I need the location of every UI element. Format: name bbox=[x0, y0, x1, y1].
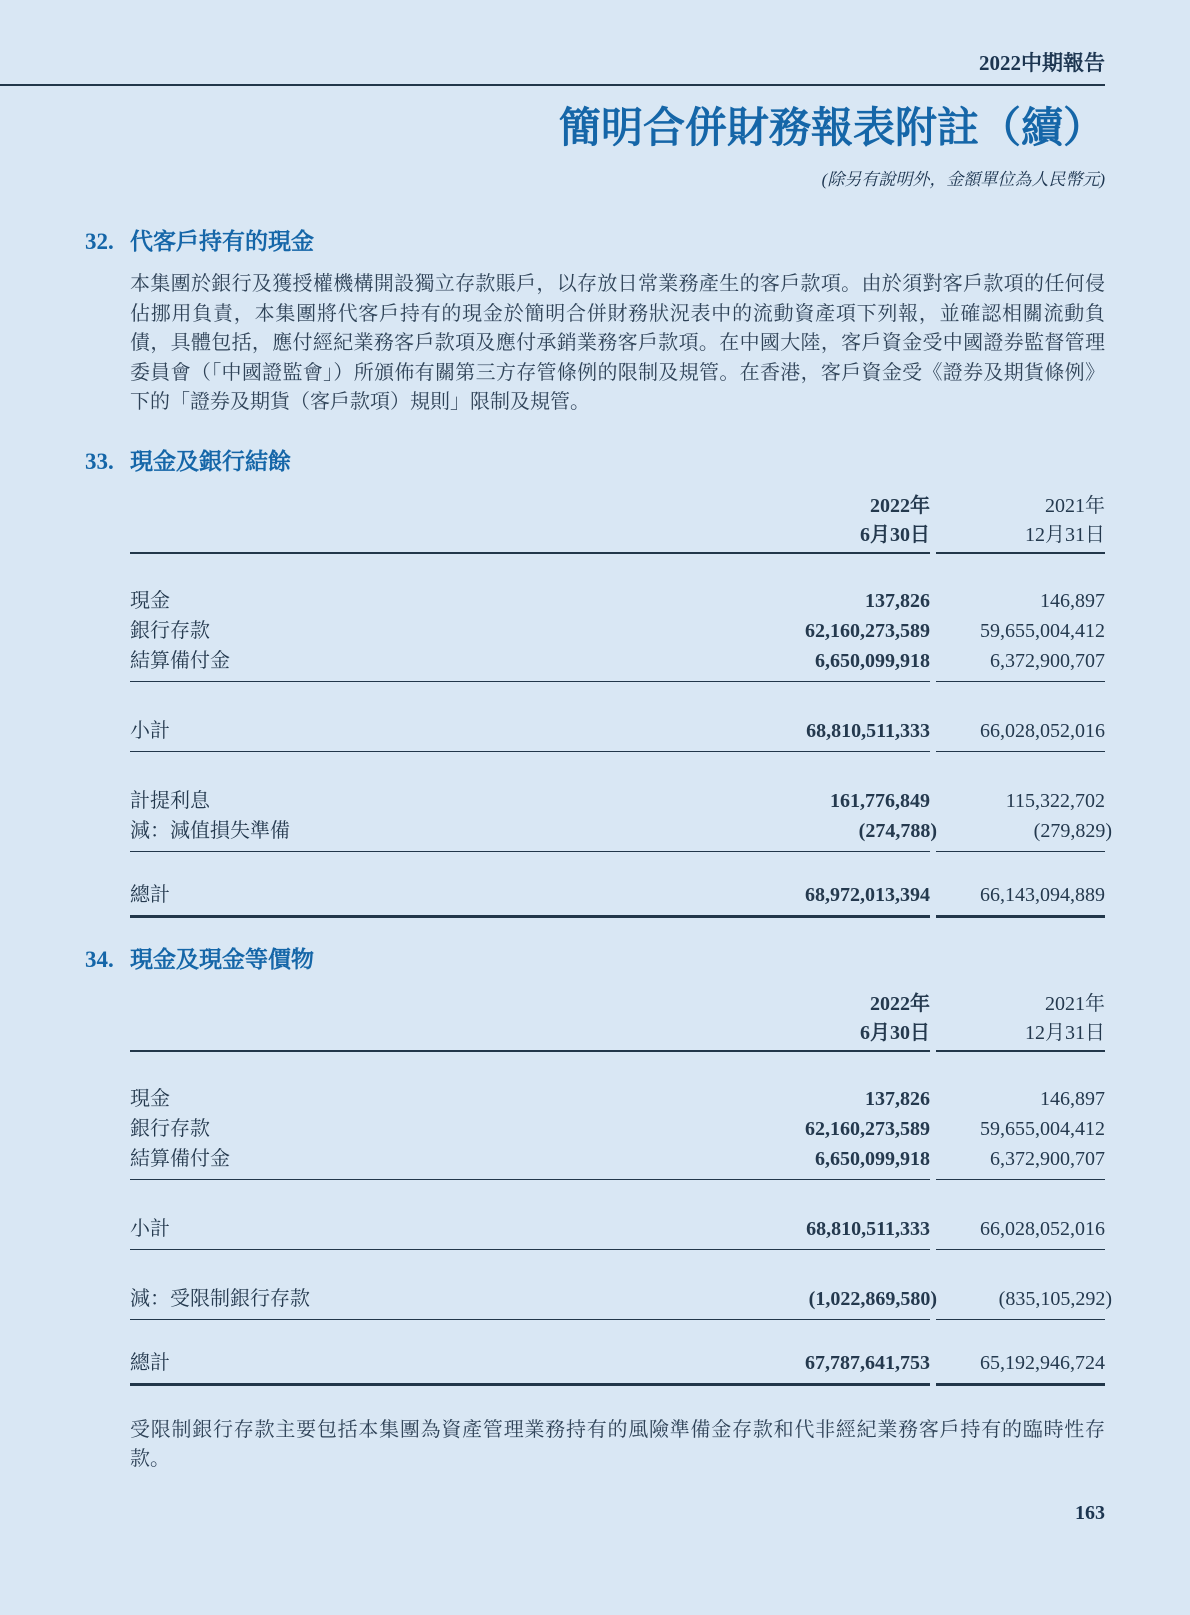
rule-segment-right bbox=[936, 1179, 1105, 1180]
row-label: 結算備付金 bbox=[130, 649, 230, 672]
amount-text: 59,655,004,412 bbox=[980, 1117, 1105, 1140]
value-2021 bbox=[936, 1114, 1105, 1144]
value-2022 bbox=[730, 1144, 930, 1174]
table-rule bbox=[130, 1383, 1105, 1386]
value-2021 bbox=[936, 1144, 1105, 1174]
amount-text: 6,372,900,707 bbox=[990, 1147, 1105, 1170]
value-2021 bbox=[936, 786, 1105, 816]
section-heading: 代客戶持有的現金 bbox=[130, 229, 314, 254]
amount-text: 66,143,094,889 bbox=[980, 883, 1105, 906]
row-label: 減：受限制銀行存款 bbox=[130, 1287, 310, 1310]
table-header-row bbox=[130, 990, 1105, 1048]
rule-segment-right bbox=[936, 851, 1105, 852]
table-rule bbox=[130, 851, 1105, 852]
section-number: 33. bbox=[85, 448, 114, 474]
rule-segment-right bbox=[936, 1319, 1105, 1320]
currency-unit-note: (除另有說明外，金額單位為人民幣元) bbox=[821, 170, 1105, 189]
value-2022 bbox=[730, 616, 930, 646]
date-label: 12月31日 bbox=[1025, 1021, 1105, 1044]
amount-text: 68,972,013,394 bbox=[805, 883, 930, 906]
amount-text: 66,028,052,016 bbox=[980, 1217, 1105, 1240]
value-2021 bbox=[936, 616, 1105, 646]
table-row bbox=[130, 1348, 1105, 1378]
rule-segment-left bbox=[130, 681, 930, 682]
rule-segment-right bbox=[936, 681, 1105, 682]
group-spacer bbox=[130, 752, 1105, 786]
table-rule bbox=[130, 552, 1105, 554]
rule-segment-left bbox=[130, 1249, 930, 1250]
amount-text: 6,372,900,707 bbox=[990, 649, 1105, 672]
section-33-cash-and-bank-balances bbox=[0, 446, 1190, 918]
section-32-cash-held-for-clients bbox=[0, 226, 1190, 418]
amount-text: 137,826 bbox=[865, 589, 930, 612]
amount-text: (1,022,869,580) bbox=[808, 1287, 937, 1310]
year-label: 2022年 bbox=[870, 494, 930, 517]
rule-segment-right bbox=[936, 552, 1105, 554]
group-spacer bbox=[130, 682, 1105, 716]
amount-text: 66,028,052,016 bbox=[980, 719, 1105, 742]
amount-text: 146,897 bbox=[1040, 1087, 1105, 1110]
restricted-deposits-footnote: 受限制銀行存款主要包括本集團為資產管理業務持有的風險準備金存款和代非經紀業務客戶持有的臨時性存款。 bbox=[130, 1418, 1105, 1470]
rule-segment-left bbox=[130, 1383, 930, 1386]
value-2022 bbox=[730, 586, 930, 616]
table-row bbox=[130, 786, 1105, 816]
value-2021 bbox=[936, 816, 1112, 846]
amount-text: 59,655,004,412 bbox=[980, 619, 1105, 642]
column-header-2021 bbox=[936, 990, 1105, 1048]
table-rule bbox=[130, 1249, 1105, 1250]
amount-text: (835,105,292) bbox=[998, 1287, 1112, 1310]
rule-segment-right bbox=[936, 751, 1105, 752]
table-row bbox=[130, 1114, 1105, 1144]
value-2021 bbox=[936, 716, 1105, 746]
value-2022 bbox=[730, 880, 930, 910]
amount-text: 67,787,641,753 bbox=[805, 1351, 930, 1374]
amount-text: 62,160,273,589 bbox=[805, 619, 930, 642]
row-label: 結算備付金 bbox=[130, 1147, 230, 1170]
table-row bbox=[130, 1084, 1105, 1114]
row-label: 減：減值損失準備 bbox=[130, 819, 290, 842]
value-2022 bbox=[730, 646, 930, 676]
table-rule bbox=[130, 681, 1105, 682]
section-heading-row bbox=[85, 944, 1105, 976]
table-row bbox=[130, 716, 1105, 746]
table-rule bbox=[130, 915, 1105, 918]
year-label: 2022年 bbox=[870, 992, 930, 1015]
table-row bbox=[130, 880, 1105, 910]
date-label: 12月31日 bbox=[1025, 523, 1105, 546]
row-label: 計提利息 bbox=[130, 789, 210, 812]
row-label: 小計 bbox=[130, 719, 170, 742]
rule-segment-left bbox=[130, 1050, 930, 1052]
amount-text: 6,650,099,918 bbox=[815, 1147, 930, 1170]
group-spacer bbox=[130, 852, 1105, 880]
value-2021 bbox=[936, 1348, 1105, 1378]
table-row bbox=[130, 616, 1105, 646]
amount-text: 62,160,273,589 bbox=[805, 1117, 930, 1140]
group-spacer bbox=[130, 1180, 1105, 1214]
row-label: 銀行存款 bbox=[130, 619, 210, 642]
column-header-2022 bbox=[730, 492, 930, 550]
cash-and-bank-balances-table bbox=[130, 492, 1112, 918]
value-2022 bbox=[730, 1214, 930, 1244]
section-heading: 現金及銀行結餘 bbox=[130, 448, 291, 474]
rule-segment-right bbox=[936, 1249, 1105, 1250]
table-header-row bbox=[130, 492, 1105, 550]
rule-segment-right bbox=[936, 1050, 1105, 1052]
value-2022 bbox=[730, 716, 930, 746]
section-number: 32. bbox=[85, 229, 114, 254]
table-row bbox=[130, 1144, 1105, 1174]
date-label: 6月30日 bbox=[860, 1021, 930, 1044]
row-label: 銀行存款 bbox=[130, 1117, 210, 1140]
section-heading-row bbox=[85, 226, 1105, 258]
column-header-2022 bbox=[730, 990, 930, 1048]
amount-text: 115,322,702 bbox=[1005, 789, 1105, 812]
table-rule bbox=[130, 751, 1105, 752]
row-label: 總計 bbox=[130, 883, 170, 906]
group-spacer bbox=[130, 1320, 1105, 1348]
value-2022 bbox=[730, 1348, 930, 1378]
value-2022 bbox=[730, 786, 930, 816]
value-2021 bbox=[936, 586, 1105, 616]
table-row bbox=[130, 1214, 1105, 1244]
rule-segment-right bbox=[936, 1383, 1105, 1386]
rule-segment-left bbox=[130, 915, 930, 918]
table-row bbox=[130, 646, 1105, 676]
amount-text: 161,776,849 bbox=[830, 789, 930, 812]
amount-text: (279,829) bbox=[1033, 819, 1112, 842]
cash-and-cash-equivalents-table bbox=[130, 990, 1112, 1386]
value-2022 bbox=[730, 1114, 930, 1144]
column-header-2021 bbox=[936, 492, 1105, 550]
document-title: 簡明合併財務報表附註（續） bbox=[558, 106, 1105, 152]
table-rule bbox=[130, 1179, 1105, 1180]
amount-text: 68,810,511,333 bbox=[806, 719, 930, 742]
amount-text: 137,826 bbox=[865, 1087, 930, 1110]
rule-segment-left bbox=[130, 851, 930, 852]
table-row bbox=[130, 1284, 1112, 1314]
page-number: 163 bbox=[1075, 1502, 1105, 1524]
year-label: 2021年 bbox=[1045, 494, 1105, 517]
rule-segment-left bbox=[130, 552, 930, 554]
group-spacer bbox=[130, 1052, 1105, 1084]
value-2021 bbox=[936, 1214, 1105, 1244]
amount-text: 6,650,099,918 bbox=[815, 649, 930, 672]
group-spacer bbox=[130, 1250, 1105, 1284]
amount-text: (274,788) bbox=[858, 819, 937, 842]
table-rule bbox=[130, 1050, 1105, 1052]
section-heading-row bbox=[85, 446, 1105, 478]
value-2021 bbox=[936, 646, 1105, 676]
row-label: 現金 bbox=[130, 1087, 170, 1110]
section-number: 34. bbox=[85, 946, 114, 972]
value-2022 bbox=[730, 1084, 930, 1114]
table-row bbox=[130, 586, 1105, 616]
group-spacer bbox=[130, 554, 1105, 586]
section-heading: 現金及現金等價物 bbox=[130, 946, 314, 972]
value-2021 bbox=[936, 880, 1105, 910]
row-label: 總計 bbox=[130, 1351, 170, 1374]
value-2021 bbox=[936, 1084, 1105, 1114]
table-row bbox=[130, 816, 1112, 846]
value-2022 bbox=[730, 1284, 937, 1314]
amount-text: 146,897 bbox=[1040, 589, 1105, 612]
header-divider bbox=[0, 84, 1105, 86]
year-label: 2021年 bbox=[1045, 992, 1105, 1015]
row-label: 現金 bbox=[130, 589, 170, 612]
rule-segment-right bbox=[936, 915, 1105, 918]
date-label: 6月30日 bbox=[860, 523, 930, 546]
section-34-cash-and-cash-equivalents bbox=[0, 944, 1190, 1475]
value-2021 bbox=[936, 1284, 1112, 1314]
amount-text: 68,810,511,333 bbox=[806, 1217, 930, 1240]
rule-segment-left bbox=[130, 1179, 930, 1180]
rule-segment-left bbox=[130, 751, 930, 752]
row-label: 小計 bbox=[130, 1217, 170, 1240]
report-edition-label: 2022中期報告 bbox=[979, 51, 1105, 75]
value-2022 bbox=[730, 816, 937, 846]
table-rule bbox=[130, 1319, 1105, 1320]
section-paragraph: 本集團於銀行及獲授權機構開設獨立存款賬戶，以存放日常業務產生的客戶款項。由於須對客戶款項的任何侵佔挪用負責，本集團將代客戶持有的現金於簡明合併財務狀況表中的流動資產項下列報，並確認相關流動負債，具體包括，應付經紀業務客戶款項及應付承銷業務客戶款項。在中國大陸，客戶資金受中國證券監督管理委員會（「中國證監會」）所頒佈有關第三方存管條例的限制及規管。在香港，客戶資金受《證券及期貨條例》下的「證券及期貨（客戶款項）規則」限制及規管。 bbox=[130, 273, 1105, 413]
rule-segment-left bbox=[130, 1319, 930, 1320]
amount-text: 65,192,946,724 bbox=[980, 1351, 1105, 1374]
